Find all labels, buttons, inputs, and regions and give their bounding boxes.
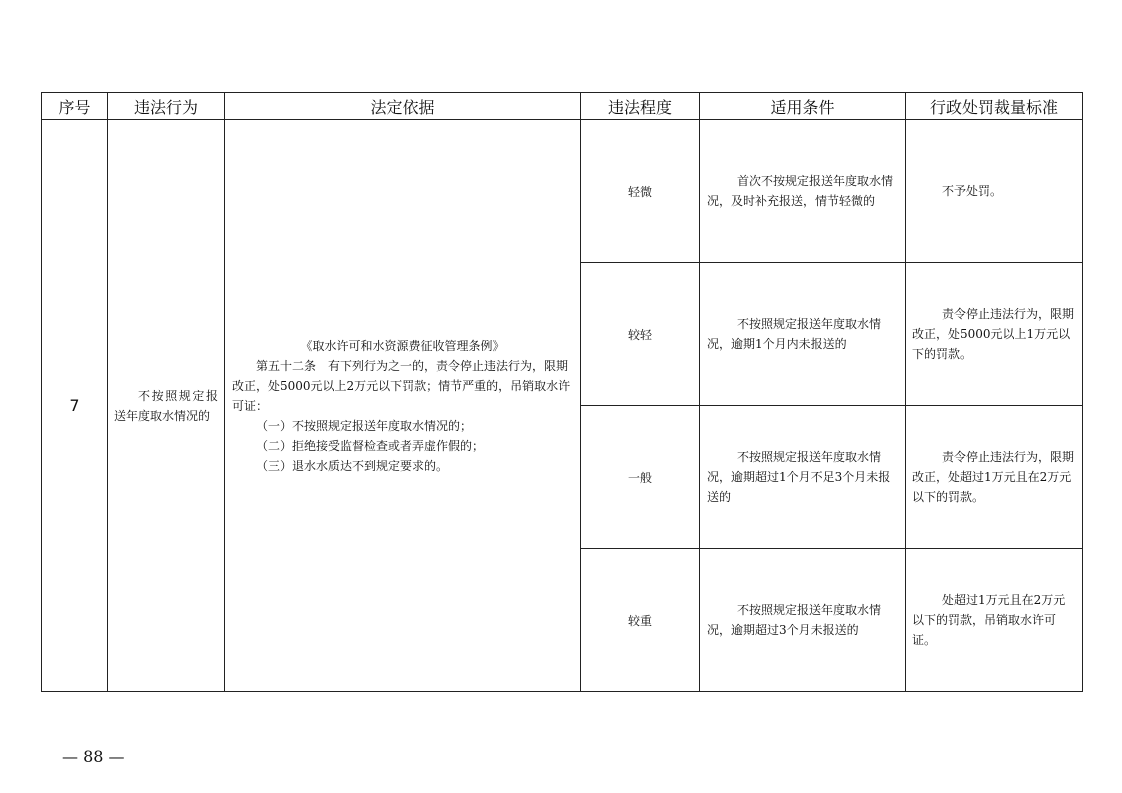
degree-cell: 较重 xyxy=(581,549,700,692)
law-item: （一）不按照规定报送年度取水情况的； xyxy=(256,418,473,433)
law-item: （二）拒绝接受监督检查或者弄虚作假的； xyxy=(256,438,485,453)
legal-basis-cell xyxy=(225,120,581,692)
condition-cell: 首次不按规定报送年度取水情况，及时补充报送，情节轻微的 xyxy=(700,120,906,263)
page-number: — 88 — xyxy=(62,747,125,766)
table-row xyxy=(42,120,1083,263)
header-legal-basis: 法定依据 xyxy=(225,93,581,120)
penalty-standard-table xyxy=(41,92,1083,692)
header-condition: 适用条件 xyxy=(700,93,906,120)
header-seq: 序号 xyxy=(42,93,108,120)
degree-cell: 轻微 xyxy=(581,120,700,263)
law-item: （三）退水水质达不到规定要求的。 xyxy=(256,458,449,473)
law-title: 《取水许可和水资源费征收管理条例》 xyxy=(300,338,505,353)
header-standard: 行政处罚裁量标准 xyxy=(906,93,1083,120)
standard-cell: 不予处罚。 xyxy=(906,120,1083,263)
violation-cell xyxy=(108,120,225,692)
degree-cell: 较轻 xyxy=(581,263,700,406)
condition-cell: 不按照规定报送年度取水情况，逾期1个月内未报送的 xyxy=(700,263,906,406)
violation-text: 不按照规定报送年度取水情况的 xyxy=(114,388,218,423)
condition-cell: 不按照规定报送年度取水情况，逾期超过3个月未报送的 xyxy=(700,549,906,692)
table-header-row xyxy=(42,93,1083,120)
degree-cell: 一般 xyxy=(581,406,700,549)
header-degree: 违法程度 xyxy=(581,93,700,120)
standard-cell: 责令停止违法行为，限期改正，处超过1万元且在2万元以下的罚款。 xyxy=(906,406,1083,549)
condition-cell: 不按照规定报送年度取水情况，逾期超过1个月不足3个月未报送的 xyxy=(700,406,906,549)
standard-cell: 责令停止违法行为，限期改正，处5000元以上1万元以下的罚款。 xyxy=(906,263,1083,406)
header-violation: 违法行为 xyxy=(108,93,225,120)
seq-cell: 7 xyxy=(42,120,108,692)
law-article: 第五十二条 有下列行为之一的，责令停止违法行为，限期改正，处5000元以上2万元以下罚款；情节严重的，吊销取水许可证： xyxy=(232,358,571,413)
standard-cell: 处超过1万元且在2万元以下的罚款，吊销取水许可证。 xyxy=(906,549,1083,692)
